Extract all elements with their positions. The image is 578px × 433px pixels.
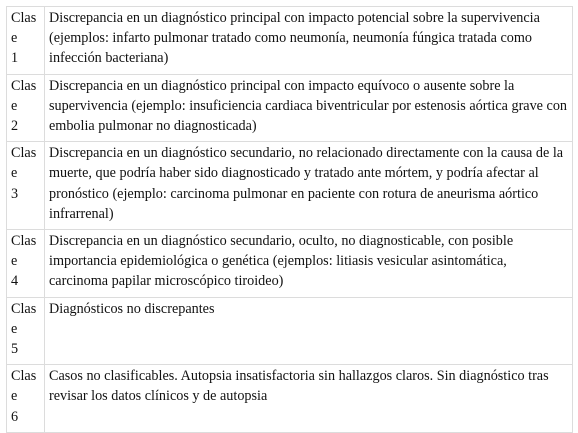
class-description: Diagnósticos no discrepantes [45, 297, 573, 365]
table-row [7, 365, 573, 433]
class-label-cell [7, 142, 45, 230]
class-label-cell [7, 230, 45, 298]
class-label: Clase [11, 10, 37, 47]
table-row [7, 297, 573, 365]
class-description: Discrepancia en un diagnóstico secundario, oculto, no diagnosticable, con posible importancia epidemiológica o genética (ejemplos: litiasis vesicular asintomática, carcinoma papilar microscópico tiroideo) [45, 230, 573, 298]
table-row [7, 74, 573, 142]
class-description: Discrepancia en un diagnóstico secundario, no relacionado directamente con la causa de la muerte, que podría haber sido diagnosticado y tratado ante mórtem, y podría afectar al pronóstico (ejemplo: carcinoma pulmonar en paciente con rotura de aneurisma aórtico infrarrenal) [45, 142, 573, 230]
classification-table [6, 6, 573, 433]
class-label-cell [7, 297, 45, 365]
class-number: 1 [11, 50, 19, 67]
class-label-cell [7, 74, 45, 142]
class-label: Clase [11, 233, 37, 270]
class-description: Casos no clasificables. Autopsia insatisfactoria sin hallazgos claros. Sin diagnóstico tras revisar los datos clínicos y de autopsia [45, 365, 573, 433]
table-row [7, 7, 573, 75]
class-number: 5 [11, 341, 19, 358]
class-description: Discrepancia en un diagnóstico principal con impacto potencial sobre la supervivencia (ejemplos: infarto pulmonar tratado como neumonía, neumonía fúngica tratada como infección bacteriana) [45, 7, 573, 75]
class-label-cell [7, 7, 45, 75]
class-number: 3 [11, 185, 19, 202]
class-label: Clase [11, 300, 37, 337]
table-row [7, 230, 573, 298]
class-number: 6 [11, 408, 19, 425]
class-label: Clase [11, 145, 37, 182]
class-number: 2 [11, 118, 19, 135]
class-description: Discrepancia en un diagnóstico principal con impacto equívoco o ausente sobre la supervivencia (ejemplo: insuficiencia cardiaca biventricular por estenosis aórtica grave con embolia pulmonar no diagnosticada) [45, 74, 573, 142]
class-label: Clase [11, 77, 37, 114]
class-label-cell [7, 365, 45, 433]
table-row [7, 142, 573, 230]
class-label: Clase [11, 368, 37, 405]
class-number: 4 [11, 273, 19, 290]
